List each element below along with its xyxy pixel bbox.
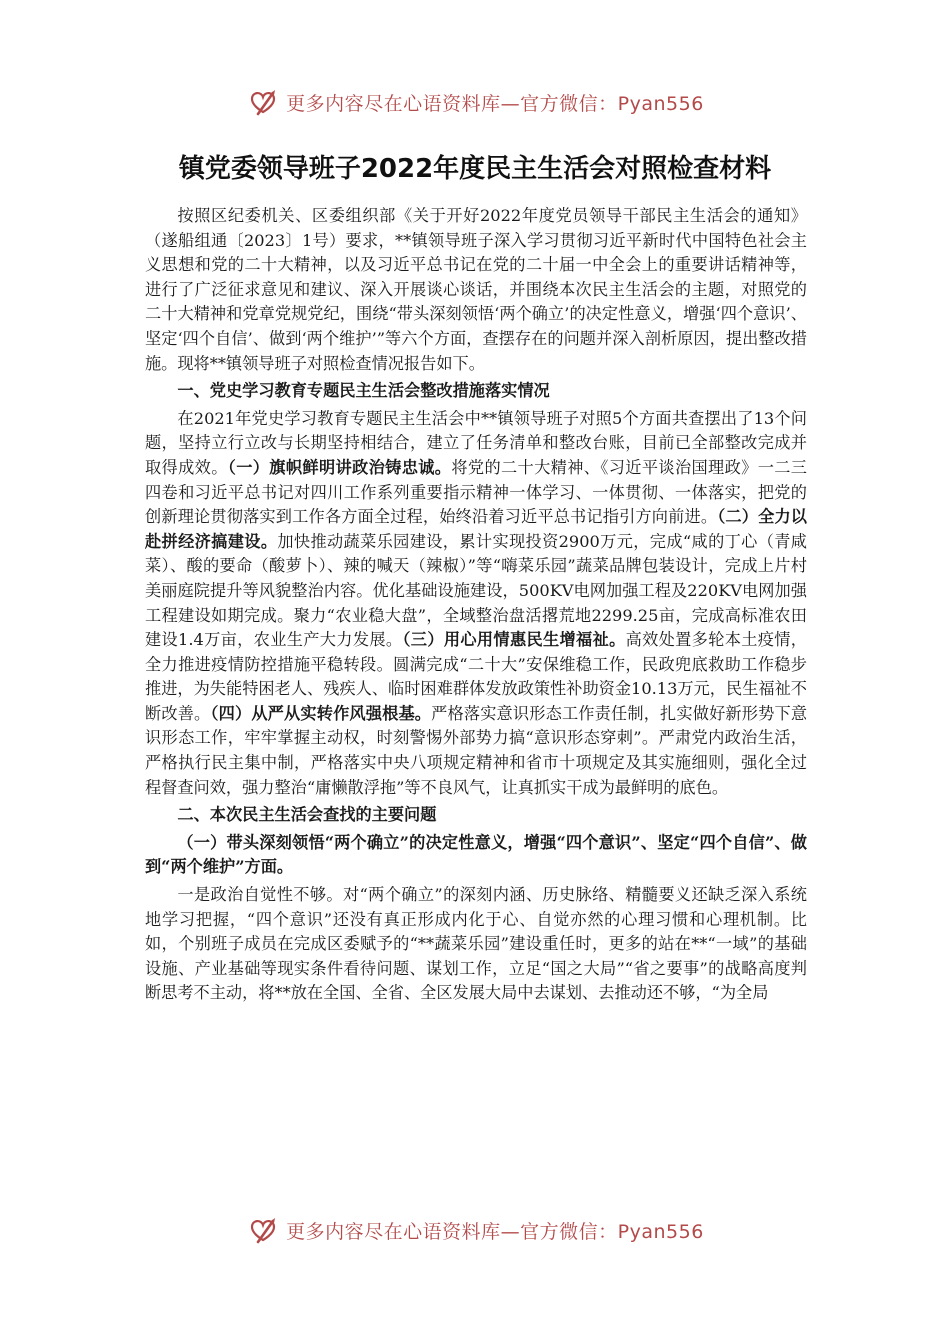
bold-heading-economy: （二）全力以赴拼经济搞建设。 <box>145 507 807 551</box>
bold-heading-politics: （一）旗帜鲜明讲政治铸忠诚。 <box>227 457 452 477</box>
section1-text-1: 在2021年党史学习教育专题民主生活会中**镇领导班子对照5个方面共查摆出了13个问题，坚持立行立改与长期坚持相结合，建立了任务清单和整改台账，目前已全部整改完成并取得成效。 <box>145 408 807 477</box>
section2-heading: 二、本次民主生活会查找的主要问题 <box>177 805 437 825</box>
banner-text: 更多内容尽在心语资料库—官方微信：Pyan556 <box>286 1220 704 1243</box>
section1-paragraph <box>145 407 807 801</box>
footer-banner <box>0 1208 950 1252</box>
section1-text-2: 将党的二十大精神、《习近平谈治国理政》一二三四卷和习近平总书记对四川工作系列重要指示精神一体学习、一体贯彻、一体落实，把党的创新理论贯彻落实到工作各方面全过程，始终沿着习近平总书记指引方向前进。 <box>145 457 807 527</box>
pen-heart-logo-icon <box>246 1213 280 1247</box>
section2-subheading-1: （一）带头深刻领悟“两个确立”的决定性意义，增强“四个意识”、坚定“四个自信”、做到“两个维护”方面。 <box>145 832 807 877</box>
document-title: 镇党委领导班子2022年度民主生活会对照检查材料 <box>178 154 772 184</box>
section1-text-5: 严格落实意识形态工作责任制，扎实做好新形势下意识形态工作，牢牢掌握主动权，时刻警惕外部势力搞“意识形态穿刺”。严肃党内政治生活，严格执行民主集中制，严格落实中央八项规定精神和省市十项规定及其实施细则，强化全过程督查问效，强力整治“庸懒散浮拖”等不良风气，让真抓实干成为最鲜明的底色。 <box>145 703 808 797</box>
intro-paragraph: 按照区纪委机关、区委组织部《关于开好2022年度党员领导干部民主生活会的通知》（遂船组通〔2023〕1号）要求，**镇领导班子深入学习贯彻习近平新时代中国特色社会主义思想和党的二十大精神，以及习近平总书记在党的二十届一中全会上的重要讲话精神等，进行了广泛征求意见和建议、深入开展谈心谈话，并围绕本次民主生活会的主题，对照党的二十大精神和党章党规党纪，围绕“带头深刻领悟‘两个确立’的决定性意义，增强‘四个意识’、坚定‘四个自信’、做到‘两个维护’”等六个方面，查摆存在的问题并深入剖析原因，提出整改措施。现将**镇领导班子对照检查情况报告如下。 <box>145 206 807 373</box>
banner-text: 更多内容尽在心语资料库—官方微信：Pyan556 <box>286 92 704 115</box>
section1-heading: 一、党史学习教育专题民主生活会整改措施落实情况 <box>177 381 550 401</box>
bold-heading-style: （四）从严从实转作风强根基。 <box>210 703 432 723</box>
section1-text-4: 高效处置多轮本土疫情，全力推进疫情防控措施平稳转段。圆满完成“二十大”安保维稳工作，民政兜底救助工作稳步推进，为失能特困老人、残疾人、临时困难群体发放政策性补助资金10.13万元，民生福祉不断改善。 <box>145 630 807 723</box>
document-body <box>145 204 807 1006</box>
section2-paragraph-1: 一是政治自觉性不够。对“两个确立”的深刻内涵、历史脉络、精髓要义还缺乏深入系统地学习把握，“四个意识”还没有真正形成内化于心、自觉亦然的心理习惯和心理机制。比如，个别班子成员在完成区委赋予的“**蔬菜乐园”建设重任时，更多的站在**“一域”的基础设施、产业基础等现实条件看待问题、谋划工作，立足“国之大局”“省之要事”的战略高度判断思考不主动，将**放在全国、全省、全区发展大局中去谋划、去推动还不够，“为全局 <box>145 885 807 1003</box>
header-banner <box>0 80 950 124</box>
pen-heart-logo-icon <box>246 85 280 119</box>
section1-text-3: 加快推动蔬菜乐园建设，累计实现投资2900万元，完成“咸的丁心（青咸菜）、酸的要命（酸萝卜）、辣的喊天（辣椒）”等“嗨菜乐园”蔬菜品牌包装设计，完成上片村美丽庭院提升等风貌整治内容。优化基础设施建设，500KV电网加强工程及220KV电网加强工程建设如期完成。聚力“农业稳大盘”，全域整治盘活撂荒地2299.25亩，完成高标准农田建设1.4万亩，农业生产大力发展。 <box>145 531 807 650</box>
bold-heading-livelihood: （三）用心用情惠民生增福祉。 <box>402 630 626 650</box>
